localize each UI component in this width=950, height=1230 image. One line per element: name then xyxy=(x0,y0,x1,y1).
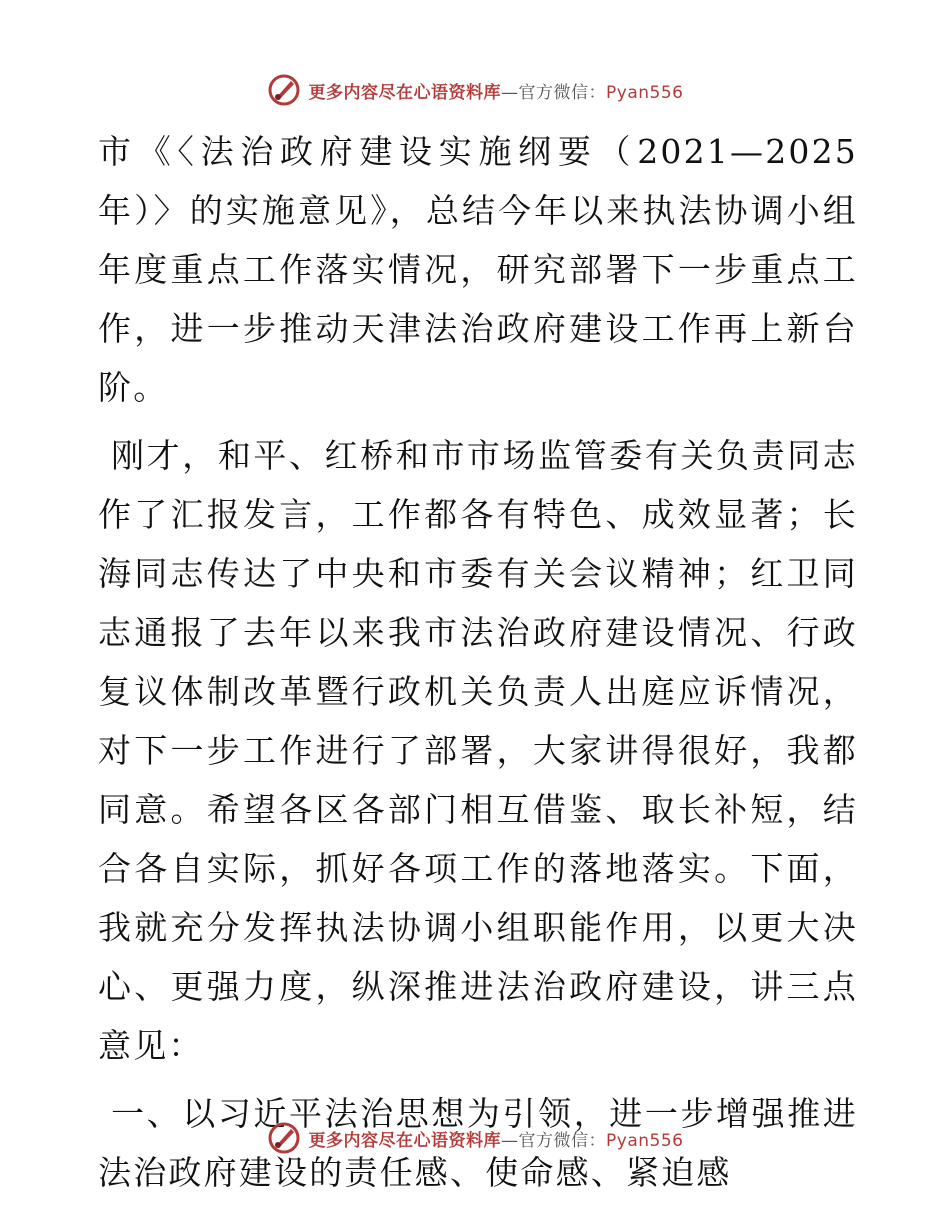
banner-separator: — xyxy=(501,1130,519,1151)
paragraph-2: 刚才，和平、红桥和市市场监管委有关负责同志作了汇报发言，工作都各有特色、成效显著；长海同志传达了中央和市委有关会议精神；红卫同志通报了去年以来我市法治政府建设情况、行政复议体制改革暨行政机关负责人出庭应诉情况，对下一步工作进行了部署，大家讲得很好，我都同意。希望各区各部门相互借鉴、取长补短，结合各自实际，抓好各项工作的落地落实。下面，我就充分发挥执法协调小组职能作用，以更大决心、更强力度，纵深推进法治政府建设，讲三点意见： xyxy=(98,436,858,1065)
banner-main-text: 更多内容尽在心语资料库 xyxy=(308,82,502,103)
section-heading-1: 一、以习近平法治思想为引领，进一步增强推进法治政府建设的责任感、使命感、紧迫感 xyxy=(98,1094,858,1192)
header-watermark-banner xyxy=(0,70,950,110)
banner-separator: — xyxy=(501,82,519,103)
banner-account-id: Pyan556 xyxy=(606,1130,684,1151)
footer-watermark-banner xyxy=(0,1118,950,1158)
brush-logo-icon xyxy=(267,73,301,107)
document-body xyxy=(98,122,858,1202)
header-watermark-text xyxy=(309,78,684,103)
brush-logo-icon xyxy=(267,1121,301,1155)
banner-main-text: 更多内容尽在心语资料库 xyxy=(308,1130,502,1151)
paragraph-1: 市《〈法治政府建设实施纲要（2021—2025年）〉的实施意见》，总结今年以来执法协调小组年度重点工作落实情况，研究部署下一步重点工作，进一步推动天津法治政府建设工作再上新台阶。 xyxy=(98,132,858,407)
banner-official-label: 官方微信： xyxy=(518,82,607,103)
banner-account-id: Pyan556 xyxy=(606,82,684,103)
banner-official-label: 官方微信： xyxy=(518,1130,607,1151)
footer-watermark-text xyxy=(309,1126,684,1151)
